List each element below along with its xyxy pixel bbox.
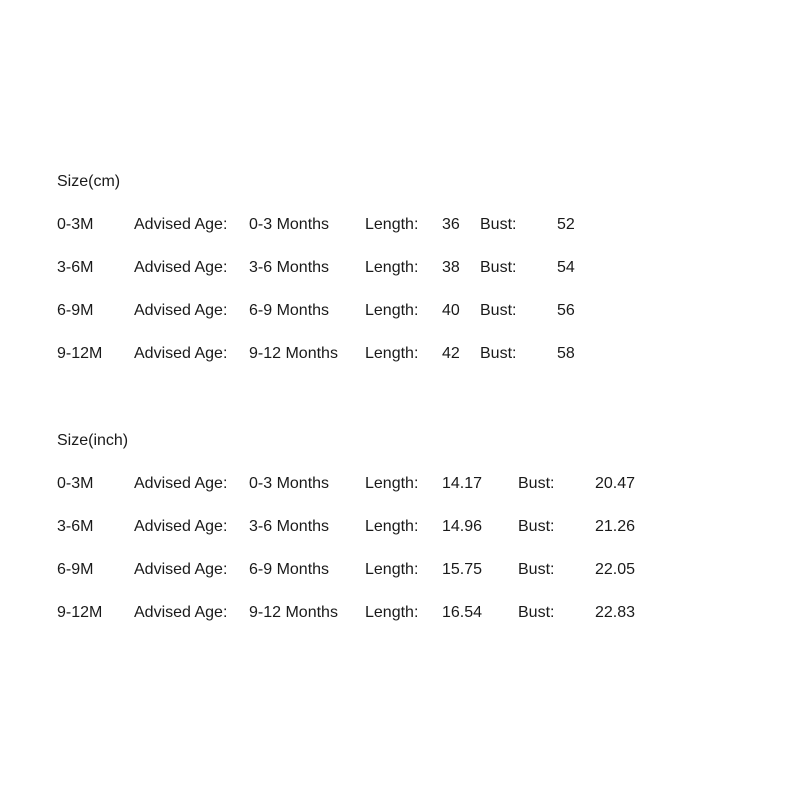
length-value: 14.96 [442,518,483,535]
size-label: 3-6M [57,259,94,276]
size-label: 6-9M [57,561,94,578]
bust-label: Bust: [518,604,555,621]
length-value: 16.54 [442,604,483,621]
advised-age-value: 9-12 Months [249,604,338,621]
advised-age-value: 9-12 Months [249,345,338,362]
length-label: Length: [365,475,419,492]
advised-age-label: Advised Age: [134,475,228,492]
length-value: 14.17 [442,475,483,492]
length-label: Length: [365,345,419,362]
size-label: 6-9M [57,302,94,319]
advised-age-value: 6-9 Months [249,302,330,319]
bust-value: 20.47 [595,475,636,492]
advised-age-label: Advised Age: [134,561,228,578]
advised-age-label: Advised Age: [134,518,228,535]
length-label: Length: [365,216,419,233]
advised-age-value: 0-3 Months [249,475,330,492]
advised-age-value: 6-9 Months [249,561,330,578]
size-cm-title: Size(cm) [57,173,121,190]
advised-age-value: 3-6 Months [249,518,330,535]
advised-age-label: Advised Age: [134,259,228,276]
advised-age-value: 3-6 Months [249,259,330,276]
bust-label: Bust: [518,475,555,492]
bust-label: Bust: [480,216,517,233]
size-row [0,258,800,278]
length-value: 36 [442,216,460,233]
advised-age-label: Advised Age: [134,345,228,362]
bust-value: 58 [557,345,575,362]
length-value: 38 [442,259,460,276]
length-label: Length: [365,259,419,276]
size-label: 3-6M [57,518,94,535]
size-row [0,344,800,364]
length-value: 42 [442,345,460,362]
length-value: 40 [442,302,460,319]
bust-label: Bust: [518,518,555,535]
length-label: Length: [365,518,419,535]
size-row [0,560,800,580]
size-row [0,517,800,537]
bust-label: Bust: [480,302,517,319]
size-label: 0-3M [57,216,94,233]
size-row [0,603,800,623]
bust-value: 56 [557,302,575,319]
bust-label: Bust: [480,345,517,362]
bust-value: 22.05 [595,561,636,578]
size-row [0,474,800,494]
size-label: 9-12M [57,345,103,362]
advised-age-value: 0-3 Months [249,216,330,233]
bust-value: 22.83 [595,604,636,621]
size-label: 0-3M [57,475,94,492]
advised-age-label: Advised Age: [134,216,228,233]
size-row [0,301,800,321]
bust-label: Bust: [518,561,555,578]
length-value: 15.75 [442,561,483,578]
bust-label: Bust: [480,259,517,276]
bust-value: 21.26 [595,518,636,535]
length-label: Length: [365,561,419,578]
advised-age-label: Advised Age: [134,604,228,621]
size-label: 9-12M [57,604,103,621]
advised-age-label: Advised Age: [134,302,228,319]
size-inch-title: Size(inch) [57,432,129,449]
bust-value: 54 [557,259,575,276]
bust-value: 52 [557,216,575,233]
size-row [0,215,800,235]
length-label: Length: [365,302,419,319]
length-label: Length: [365,604,419,621]
